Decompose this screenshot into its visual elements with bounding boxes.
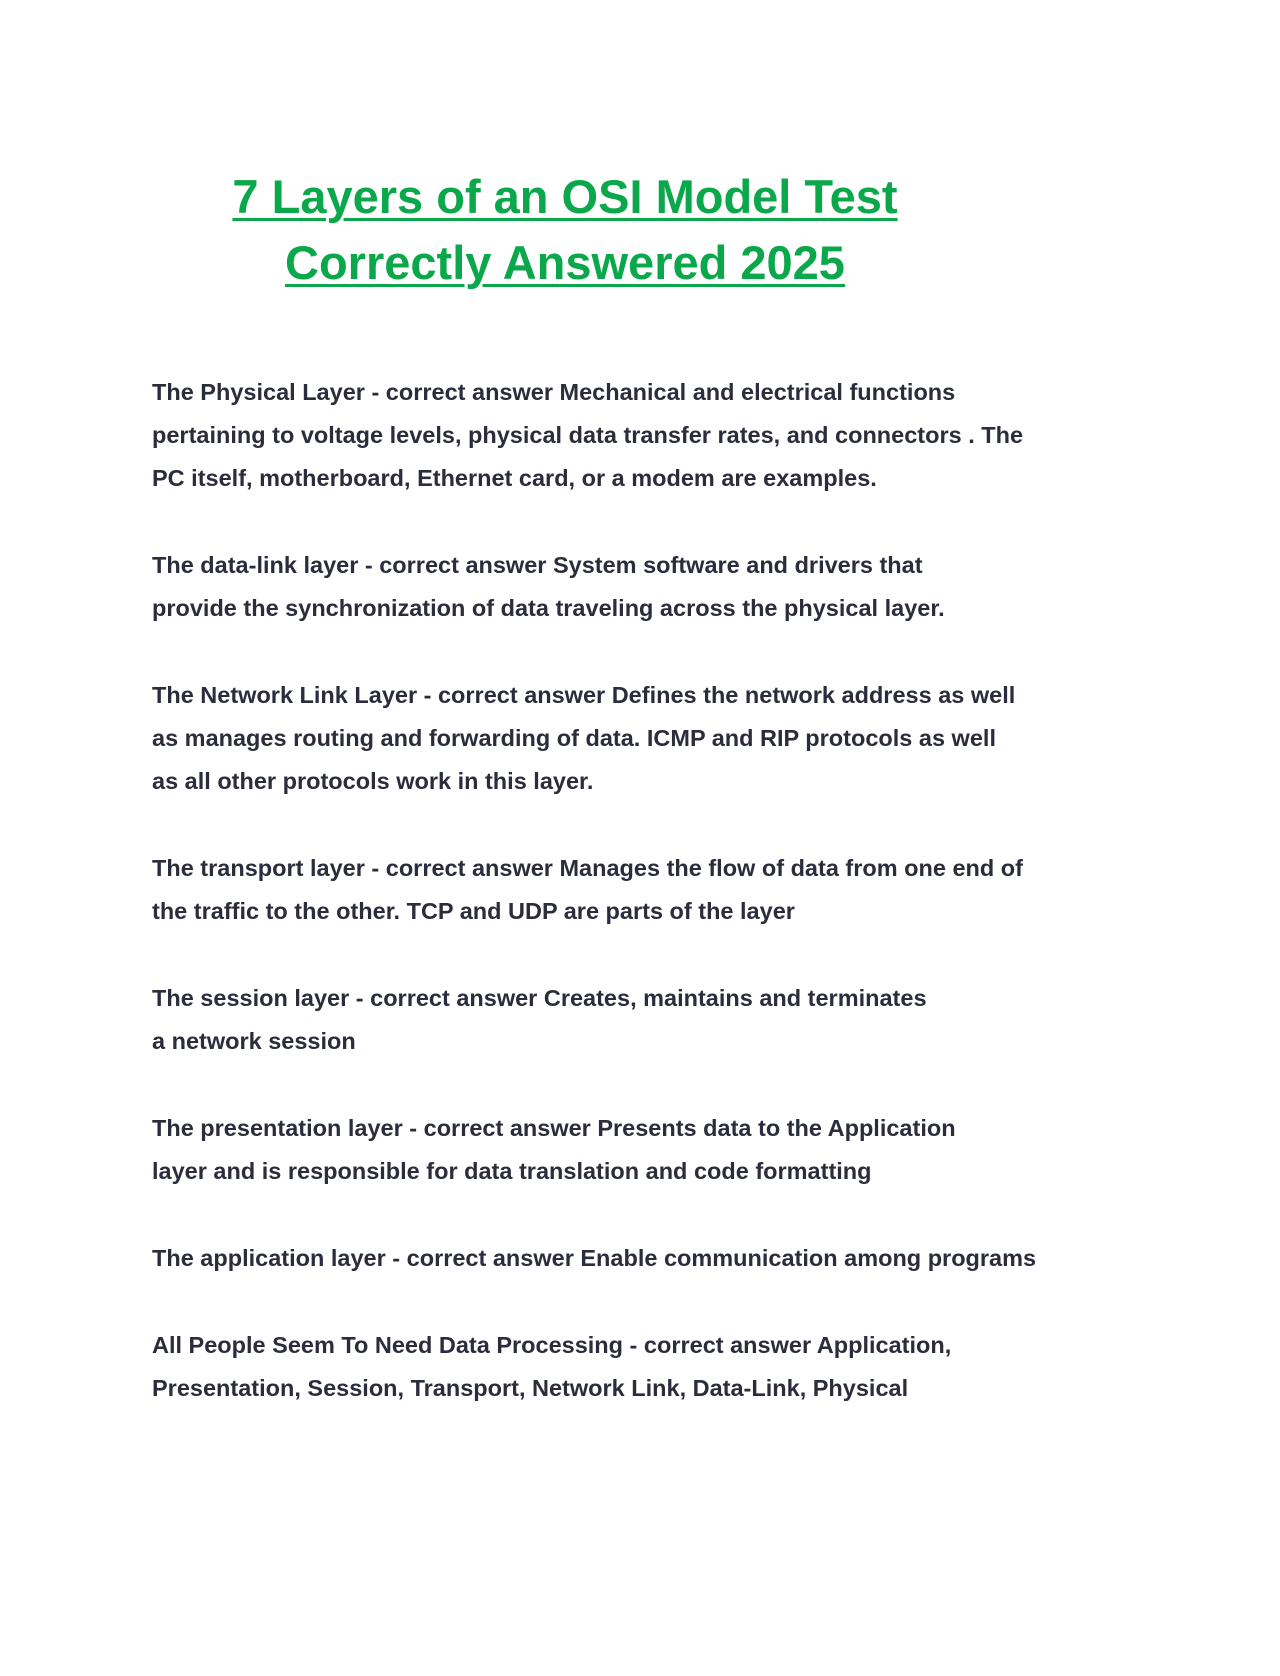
qa-line: provide the synchronization of data traveling across the physical layer.: [152, 595, 945, 621]
qa-line: The Network Link Layer - correct answer Defines the network address as well: [152, 682, 1016, 708]
qa-line: The transport layer - correct answer Manages the flow of data from one end of: [152, 855, 1023, 881]
qa-line: The application layer - correct answer Enable communication among programs: [152, 1245, 1037, 1271]
qa-entry-transport-layer: [152, 847, 1152, 933]
qa-list: [152, 371, 1152, 1454]
qa-entry-physical-layer: [152, 371, 1152, 500]
qa-entry-network-link-layer: [152, 674, 1152, 803]
qa-line: Presentation, Session, Transport, Network Link, Data-Link, Physical: [152, 1375, 909, 1401]
qa-entry-application-layer: [152, 1237, 1152, 1280]
qa-entry-data-link-layer: [152, 544, 1152, 630]
qa-line: The Physical Layer - correct answer Mechanical and electrical functions: [152, 379, 956, 405]
qa-entry-mnemonic: [152, 1324, 1152, 1410]
qa-line: the traffic to the other. TCP and UDP are parts of the layer: [152, 898, 795, 924]
qa-line: The presentation layer - correct answer Presents data to the Application: [152, 1115, 956, 1141]
qa-line: The session layer - correct answer Creates, maintains and terminates: [152, 985, 927, 1011]
qa-line: The data-link layer - correct answer System software and drivers that: [152, 552, 923, 578]
document-title: [152, 164, 978, 296]
qa-line: pertaining to voltage levels, physical data transfer rates, and connectors . The: [152, 422, 1024, 448]
title-line-2: Correctly Answered 2025: [285, 236, 845, 289]
qa-line: All People Seem To Need Data Processing - correct answer Application,: [152, 1332, 952, 1358]
qa-entry-session-layer: [152, 977, 1152, 1063]
title-line-1: 7 Layers of an OSI Model Test: [232, 170, 898, 223]
qa-entry-presentation-layer: [152, 1107, 1152, 1193]
qa-line: PC itself, motherboard, Ethernet card, or a modem are examples.: [152, 465, 877, 491]
qa-line: as manages routing and forwarding of data. ICMP and RIP protocols as well: [152, 725, 996, 751]
qa-line: as all other protocols work in this layer.: [152, 768, 594, 794]
qa-line: layer and is responsible for data translation and code formatting: [152, 1158, 872, 1184]
qa-line: a network session: [152, 1028, 356, 1054]
